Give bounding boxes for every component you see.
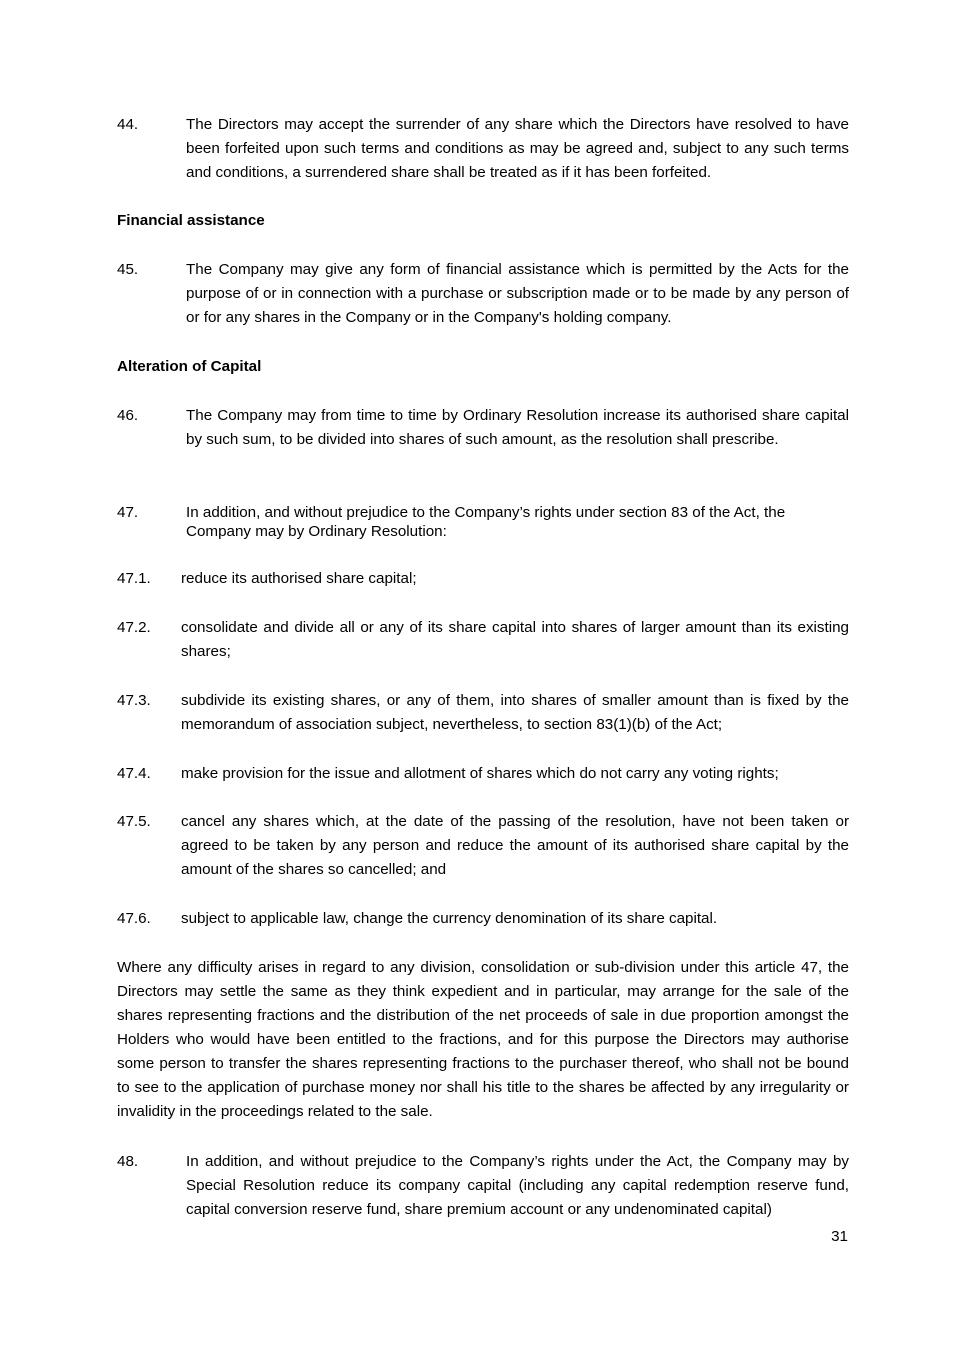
clause-number: 47.1. [117,570,151,587]
clause-text: The Company may give any form of financial assistance which is permitted by the Acts for the purpose of or in connection with a purchase or subscription made or to be made by any person of or for any shares in the Company or in the Company's holding company. [186,261,849,326]
clause-text: make provision for the issue and allotment of shares which do not carry any voting rights; [181,765,779,782]
clause-number: 44. [117,116,139,133]
clause-number: 47.2. [117,619,151,636]
clause-text: subdivide its existing shares, or any of them, into shares of smaller amount than is fixed by the memorandum of association subject, nevertheless, to section 83(1)(b) of the Act; [181,692,849,733]
clause-number: 47.4. [117,765,151,782]
page-number: 31 [831,1228,848,1245]
clause-number: 45. [117,261,139,278]
clause-text: subject to applicable law, change the currency denomination of its share capital. [181,910,718,927]
clause-number: 47.6. [117,910,151,927]
clause-text: In addition, and without prejudice to the Company’s rights under the Act, the Company may by Special Resolution reduce its company capital (including any capital redemption reserve fund, capital conversion reserve fund, share premium account or any undenominated capital) [186,1153,849,1218]
clause-text: consolidate and divide all or any of its share capital into shares of larger amount than its existing shares; [181,619,849,660]
clause-text: In addition, and without prejudice to the Company’s rights under section 83 of the Act, the Company may by Ordinary Resolution: [186,504,786,540]
clause-text: reduce its authorised share capital; [181,570,417,587]
paragraph-article-47-difficulty: Where any difficulty arises in regard to any division, consolidation or sub-division under this article 47, the Directors may settle the same as they think expedient and in particular, may arrange for the sale of the shares representing fractions and the distribution of the net proceeds of sale in due proportion amongst the Holders who would have been entitled to the fractions, and for this purpose the Directors may authorise some person to transfer the shares representing fractions to the purchaser thereof, who shall not be bound to see to the application of purchase money nor shall his title to the shares be affected by any irregularity or invalidity in the proceedings related to the sale. [117,959,849,1120]
clause-number: 48. [117,1153,139,1170]
heading-alteration-of-capital: Alteration of Capital [117,358,262,375]
clause-number: 46. [117,407,139,424]
clause-text: The Company may from time to time by Ordinary Resolution increase its authorised share capital by such sum, to be divided into shares of such amount, as the resolution shall prescribe. [186,407,849,448]
clause-text: The Directors may accept the surrender of any share which the Directors have resolved to have been forfeited upon such terms and conditions as may be agreed and, subject to any such terms and conditions, a surrendered share shall be treated as if it has been forfeited. [186,116,849,181]
clause-text: cancel any shares which, at the date of the passing of the resolution, have not been taken or agreed to be taken by any person and reduce the amount of its authorised share capital by the amount of the shares so cancelled; and [181,813,849,878]
clause-number: 47.5. [117,813,151,830]
clause-number: 47.3. [117,692,151,709]
heading-financial-assistance: Financial assistance [117,212,265,229]
clause-number: 47. [117,504,139,521]
